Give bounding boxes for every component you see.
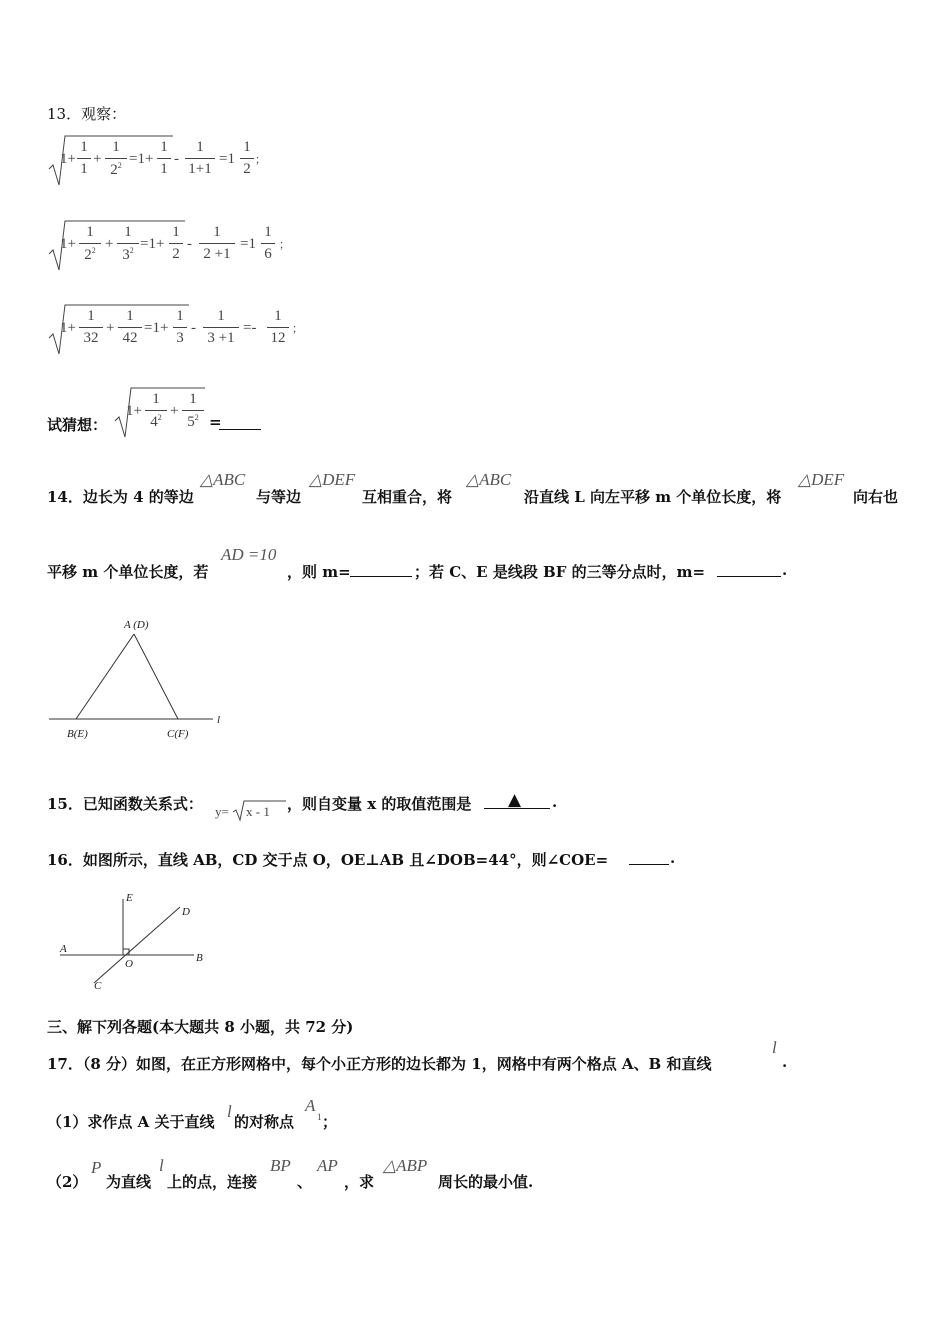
q13-equation-2: 1+ 1 $2^2$ + 1 $3^2$ =1+ 1 2 - 1 2 +1 =1 1 6 ；: [47, 218, 307, 274]
q13-equation-3: 1+ 1 32 + 1 42 =1+ 1 3 - 1 3 +1 =- 1 12 ；: [47, 302, 317, 358]
side-ab: [76, 634, 134, 719]
fraction: 1 2: [240, 139, 254, 178]
label-right: C(F): [167, 728, 189, 740]
fraction: 1 $4^2$: [145, 391, 167, 431]
q13-equation-1: 1+ 1 1 + 1 $2^2$ =1+ 1 1 - 1 1+1 =1 1 2 ；: [47, 133, 307, 189]
q17-part-1: （1）求作点 A 关于直线: [47, 1113, 215, 1131]
svg-text:E: E: [126, 892, 133, 904]
answer-blank[interactable]: [219, 429, 261, 430]
q16-lines-figure: [52, 885, 217, 995]
fraction: 1 2 +1: [199, 224, 235, 263]
fraction: 1 1: [157, 139, 171, 178]
fraction: 1 $2^2$: [79, 224, 101, 264]
fraction: 1 32: [79, 308, 103, 347]
fraction: 1 6: [261, 224, 275, 263]
svg-text:A: A: [60, 943, 67, 955]
fraction: 1 $5^2$: [182, 391, 204, 431]
q15-text-1: 15．已知函数关系式：: [47, 795, 203, 813]
fraction: 1 1+1: [185, 139, 215, 178]
q13-heading: 13．观察：: [47, 105, 127, 123]
line-cd: [94, 907, 180, 983]
q16-text: 16．如图所示，直线 AB，CD 交于点 O，OE⊥AB 且∠DOB=44°，则∠COE=: [47, 851, 609, 869]
q15-function: y= x - 1: [215, 798, 287, 824]
triangle-mark: ▲: [508, 790, 522, 810]
q14-triangle-figure: [45, 612, 235, 742]
q14-math-abc-2: △ABC: [466, 470, 512, 489]
svg-text:D: D: [182, 906, 190, 918]
fraction: 1 42: [118, 308, 142, 347]
answer-blank[interactable]: [629, 864, 669, 865]
q17-text: 17．（8 分）如图，在正方形网格中，每个小正方形的边长都为 1，网格中有两个格点 A、B 和直线: [47, 1055, 712, 1073]
answer-blank-1[interactable]: [350, 576, 412, 577]
fraction: 1 12: [267, 308, 289, 347]
q13-guess-label: 试猜想：: [47, 416, 108, 434]
answer-blank-2[interactable]: [717, 576, 781, 577]
q14-math-abc: △ABC: [200, 470, 246, 489]
svg-text:C: C: [94, 980, 102, 992]
q13-guess-expression: 1+ 1 $4^2$ + 1 $5^2$ =: [113, 385, 273, 441]
svg-text:B: B: [196, 952, 203, 964]
q14-math-ad: AD =10: [221, 545, 277, 564]
label-top: A (D): [124, 619, 149, 631]
fraction: 1 $3^2$: [117, 224, 139, 264]
q17-part-2: （2）: [47, 1173, 88, 1191]
fraction: 1 $2^2$: [105, 139, 127, 179]
side-ac: [134, 634, 178, 719]
label-l: l: [217, 714, 221, 726]
fraction: 1 2: [169, 224, 183, 263]
section-3-heading: 三、解下列各题(本大题共 8 小题，共 72 分): [47, 1018, 354, 1036]
q14-text-1: 14．边长为 4 的等边: [47, 488, 194, 506]
label-left: B(E): [67, 728, 88, 740]
fraction: 1 3: [173, 308, 187, 347]
fraction: 1 3 +1: [203, 308, 239, 347]
q14-math-def: △DEF: [309, 470, 356, 489]
fraction: 1 1: [77, 139, 91, 178]
q14-math-def-2: △DEF: [798, 470, 845, 489]
svg-text:O: O: [125, 958, 133, 970]
